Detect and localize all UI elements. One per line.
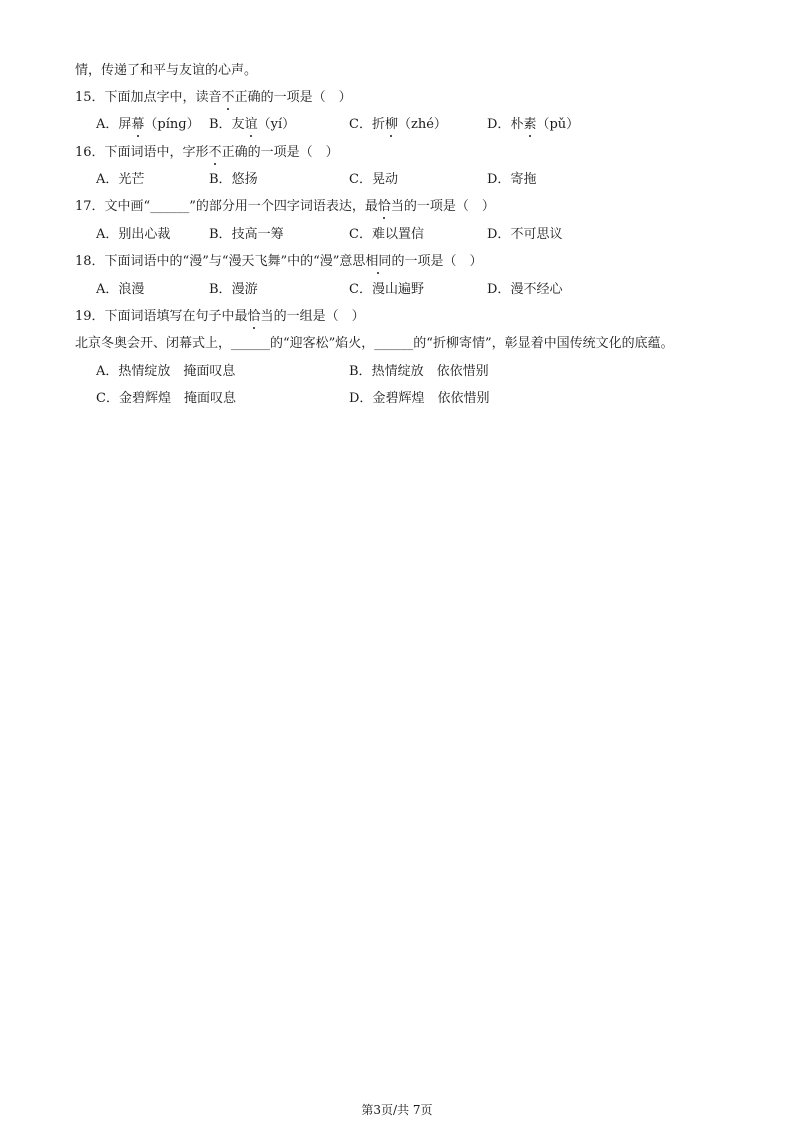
question-16-option-b[interactable] [209,171,258,189]
option-text: 漫不经心 [510,282,563,297]
option-letter: D． [349,391,373,406]
option-letter: C． [349,117,372,132]
option-pinyin: （yí） [257,117,296,132]
question-15-option-a[interactable] [96,116,200,134]
option-pinyin: （pǔ） [536,117,580,132]
stem-text: 16．下面词语中，字形 [75,145,209,160]
stem-text: 18．下面词语中的“漫”与“漫天飞舞”中的“漫”意思 [75,254,366,269]
option-text: 不可思议 [510,227,563,242]
option-text: 寄拖 [510,172,537,187]
option-text: 漫游 [231,282,258,297]
stem-text: 的一项是（ ） [391,254,483,269]
question-19-option-c[interactable] [96,390,236,408]
option-pinyin: （zhé） [397,117,447,132]
option-letter: D． [487,227,511,242]
option-text: 光芒 [118,172,145,187]
question-17-option-a[interactable] [96,226,170,244]
option-text: 别出心裁 [118,227,171,242]
option-letter: B． [209,227,232,242]
option-dotted-char: 谊 [244,117,258,132]
option-text: 金碧辉煌 依依惜别 [372,391,490,406]
question-15-option-d[interactable] [487,116,579,134]
option-letter: A． [96,282,119,297]
option-text: 热情绽放 掩面叹息 [118,364,236,379]
stem-text: ”的部分用一个四字词语表达， [189,199,365,214]
question-17-option-c[interactable] [349,226,424,244]
option-text: 浪漫 [118,282,145,297]
question-19-option-b[interactable] [349,363,489,381]
option-letter: A． [96,227,119,242]
page-number: 第3页/共 7页 [361,1103,433,1117]
stem-emphasis: 最恰当 [234,309,274,324]
option-letter: D． [487,172,511,187]
question-15-option-c[interactable] [349,116,447,134]
stem-text: 的一项是（ ） [403,199,495,214]
option-letter: C． [349,227,372,242]
option-dotted-char: 柳 [384,117,398,132]
question-19-option-a[interactable] [96,363,235,381]
question-18-option-d[interactable] [487,281,562,299]
question-15-stem [75,89,352,107]
question-17-stem [75,198,495,216]
question-19-stem [75,308,365,326]
stem-text: 15．下面加点字中，读音 [75,90,222,105]
option-letter: B． [209,172,232,187]
stem-emphasis: 不 [221,90,235,105]
option-letter: A． [96,364,119,379]
option-char: 友 [231,117,245,132]
question-18-option-a[interactable] [96,281,144,299]
option-letter: C． [349,282,372,297]
question-18-option-b[interactable] [209,281,258,299]
option-text: 悠扬 [231,172,258,187]
question-16-stem [75,144,339,162]
option-text: 晃动 [371,172,398,187]
option-pinyin: （pínɡ） [144,117,200,132]
question-17-option-b[interactable] [209,226,284,244]
option-char: 折 [371,117,385,132]
option-text: 热情绽放 依依惜别 [371,364,489,379]
question-19-sentence: 北京冬奥会开、闭幕式上，______的“迎客松”焰火，______的“折柳寄情”，彰显着中国传统文化的底蕴。 [75,336,674,351]
question-19-option-d[interactable] [349,390,489,408]
option-text: 技高一筹 [231,227,284,242]
question-16-option-a[interactable] [96,171,144,189]
stem-text: 正确的一项是（ ） [234,90,352,105]
option-text: 金碧辉煌 掩面叹息 [118,391,236,406]
option-dotted-char: 素 [523,117,537,132]
option-letter: D． [487,282,511,297]
intro-line: 情，传递了和平与友谊的心声。 [75,63,258,78]
option-char: 屏 [118,117,132,132]
option-char: 朴 [510,117,524,132]
stem-emphasis: 最恰当 [364,199,404,214]
option-letter: B． [209,282,232,297]
question-16-option-d[interactable] [487,171,536,189]
option-letter: C． [96,391,119,406]
stem-text: 17．文中画“ [75,199,151,214]
option-text: 难以置信 [371,227,424,242]
stem-text: 正确的一项是（ ） [221,145,339,160]
question-17-option-d[interactable] [487,226,562,244]
option-letter: B． [209,117,232,132]
option-letter: C． [349,172,372,187]
option-letter: D． [487,117,511,132]
option-letter: A． [96,117,119,132]
option-dotted-char: 幕 [131,117,145,132]
option-letter: A． [96,172,119,187]
question-15-option-b[interactable] [209,116,295,134]
question-16-option-c[interactable] [349,171,398,189]
stem-text: 19．下面词语填写在句子中 [75,309,235,324]
option-letter: B． [349,364,372,379]
option-text: 漫山遍野 [371,282,424,297]
stem-emphasis: 相同 [365,254,392,269]
stem-blank: ______ [150,199,190,214]
stem-text: 的一组是（ ） [273,309,365,324]
question-18-option-c[interactable] [349,281,424,299]
stem-emphasis: 不 [208,145,222,160]
question-18-stem [75,253,482,271]
